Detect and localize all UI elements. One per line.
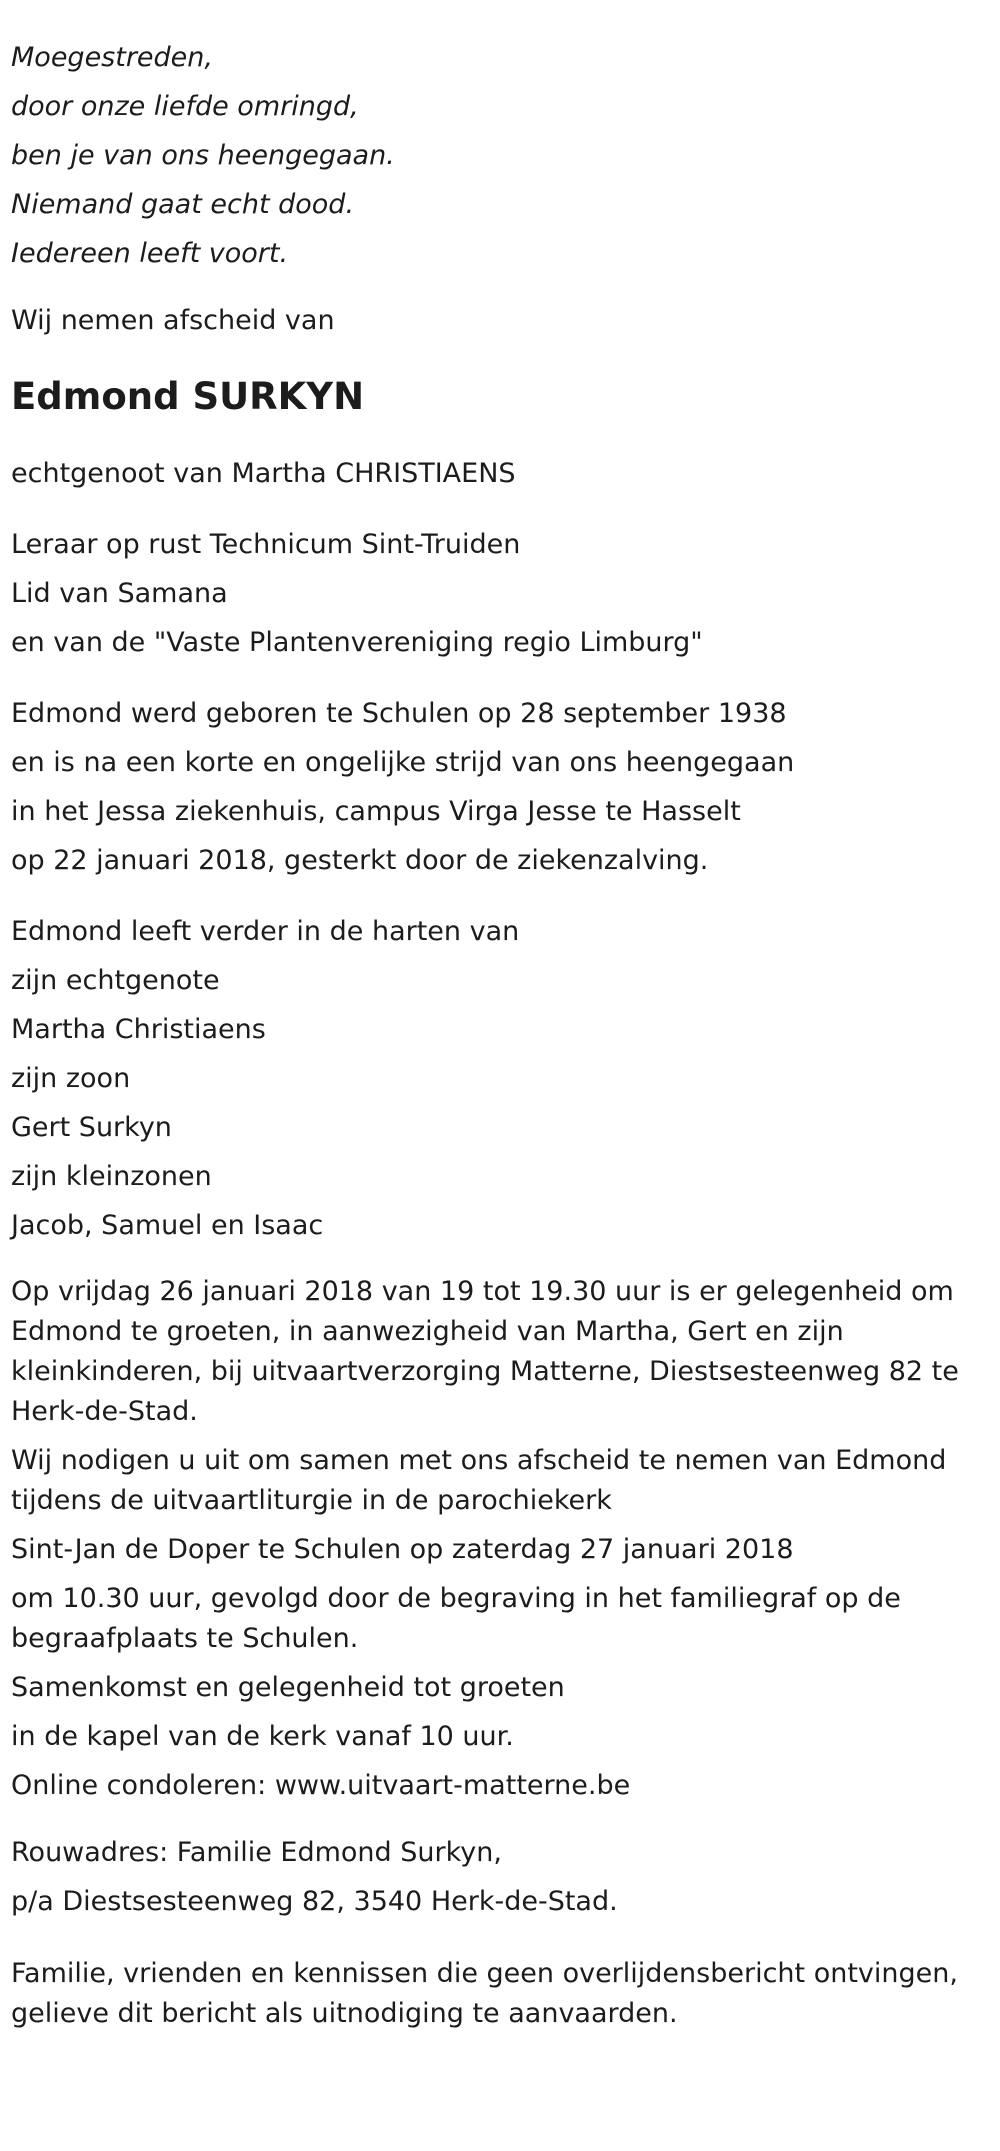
poem-line: ben je van ons heengegaan. xyxy=(11,140,395,171)
biography-line: en is na een korte en ongelijke strijd van ons heengegaan xyxy=(11,747,795,778)
church-paragraph: Sint-Jan de Doper te Schulen op zaterdag 27 januari 2018 xyxy=(11,1534,794,1565)
invitation-paragraph: Wij nodigen u uit om samen met ons afscheid te nemen van Edmond tijdens de uitvaartliturgie in de parochiekerk xyxy=(11,1445,947,1516)
address-section xyxy=(11,1828,1000,1926)
poem-line: Niemand gaat echt dood. xyxy=(11,189,355,220)
spouse-section xyxy=(11,449,1000,498)
spouse-line: echtgenoot van Martha CHRISTIAENS xyxy=(11,458,516,489)
affiliation-line: en van de "Vaste Plantenvereniging regio Limburg" xyxy=(11,627,703,658)
poem-line: Moegestreden, xyxy=(11,42,213,73)
poem-line: door onze liefde omringd, xyxy=(11,91,359,122)
survivor-line: Edmond leeft verder in de harten van xyxy=(11,916,520,947)
closing-section xyxy=(11,1954,1000,2034)
survivor-line: Martha Christiaens xyxy=(11,1014,266,1045)
closing-paragraph: Familie, vrienden en kennissen die geen overlijdensbericht ontvingen, gelieve dit bericht als uitnodiging te aanvaarden. xyxy=(11,1958,958,2029)
poem xyxy=(11,0,1000,278)
biography-line: op 22 januari 2018, gesterkt door de ziekenzalving. xyxy=(11,845,709,876)
burial-paragraph: om 10.30 uur, gevolgd door de begraving in het familiegraf op de begraafplaats te Schulen. xyxy=(11,1583,901,1654)
affiliations-section xyxy=(11,520,1000,667)
poem-line: Iedereen leeft voort. xyxy=(11,238,289,269)
biography-line: in het Jessa ziekenhuis, campus Virga Jesse te Hasselt xyxy=(11,796,741,827)
address-line: Rouwadres: Familie Edmond Surkyn, xyxy=(11,1837,502,1868)
biography-line: Edmond werd geboren te Schulen op 28 september 1938 xyxy=(11,698,787,729)
deceased-name: Edmond SURKYN xyxy=(11,375,365,418)
survivor-line: zijn echtgenote xyxy=(11,965,220,996)
address-line: p/a Diestsesteenweg 82, 3540 Herk-de-Stad. xyxy=(11,1886,618,1917)
survivor-line: Jacob, Samuel en Isaac xyxy=(11,1210,324,1241)
survivors-section xyxy=(11,907,1000,1250)
survivor-line: zijn zoon xyxy=(11,1063,131,1094)
survivor-line: Gert Surkyn xyxy=(11,1112,172,1143)
viewing-paragraph: Op vrijdag 26 januari 2018 van 19 tot 19.30 uur is er gelegenheid om Edmond te groeten, in aanwezigheid van Martha, Gert en zijn kleinkinderen, bij uitvaartverzorging Matterne, Diestsesteenweg 82 te Herk-de-Stad. xyxy=(11,1276,959,1427)
affiliation-line: Lid van Samana xyxy=(11,578,228,609)
intro-text: Wij nemen afscheid van xyxy=(11,305,335,336)
arrangements-section xyxy=(11,1272,1000,1806)
biography-section xyxy=(11,689,1000,885)
online-condolence-paragraph: Online condoleren: www.uitvaart-matterne.be xyxy=(11,1770,631,1801)
survivor-line: zijn kleinzonen xyxy=(11,1161,212,1192)
gathering-paragraph: Samenkomst en gelegenheid tot groeten xyxy=(11,1672,565,1703)
chapel-paragraph: in de kapel van de kerk vanaf 10 uur. xyxy=(11,1721,514,1752)
affiliation-line: Leraar op rust Technicum Sint-Truiden xyxy=(11,529,521,560)
